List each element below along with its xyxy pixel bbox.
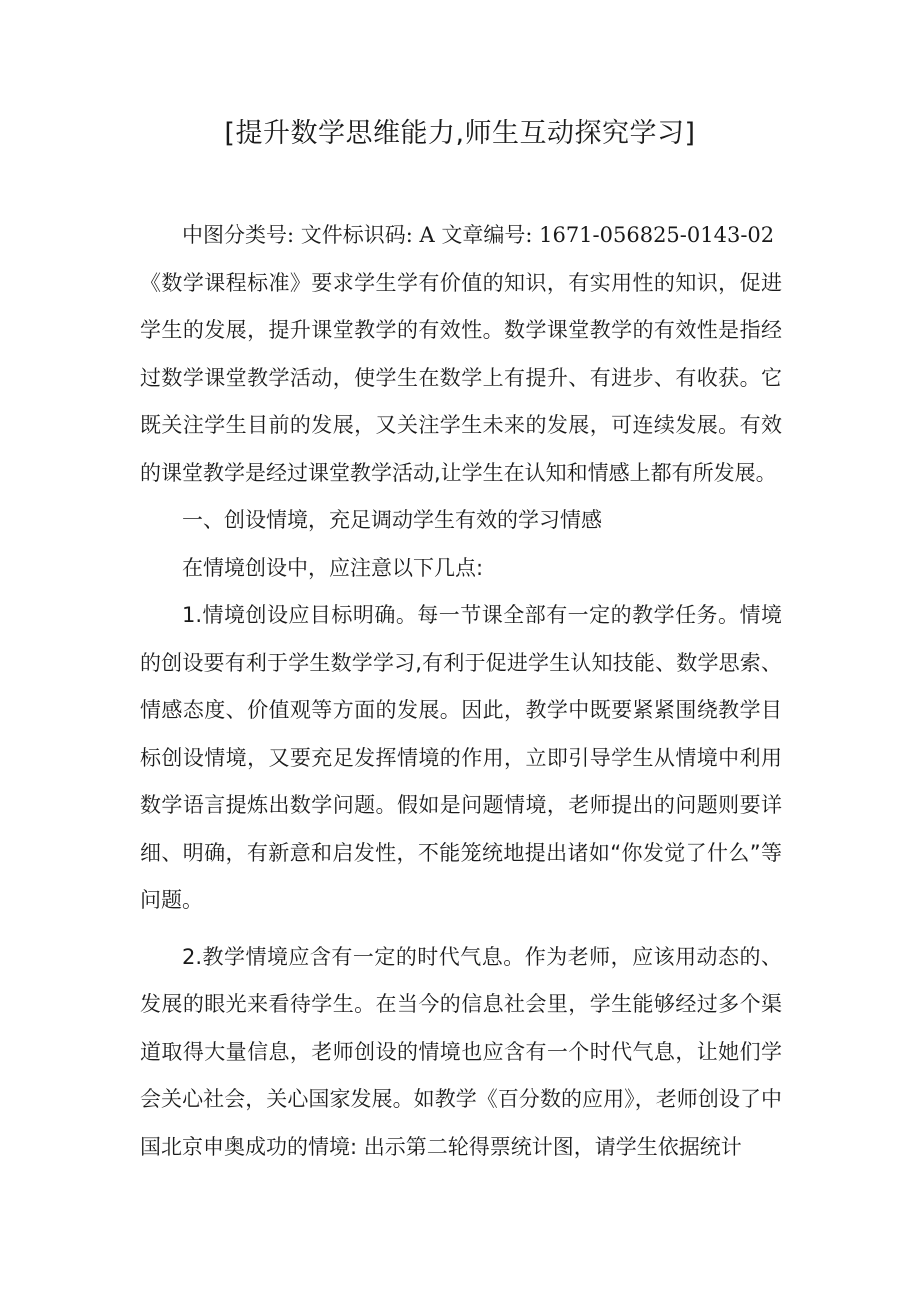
document-body (140, 212, 782, 1171)
classification-meta-line: 中图分类号: 文件标识码: A 文章编号: 1671-056825-0143-02 (182, 223, 775, 247)
paragraph-intro: 《数学课程标准》要求学生学有价值的知识，有实用性的知识，促进学生的发展，提升课堂教学的有效性。数学课堂教学的有效性是指经过数学课堂教学活动，使学生在数学上有提升、有进步、有收获。它既关注学生目前的发展，又关注学生未来的发展，可连续发展。有效的课堂教学是经过课堂教学活动,让学生在认知和情感上都有所发展。 (140, 270, 782, 485)
paragraph-points-intro: 在情境创设中，应注意以下几点: (182, 555, 484, 580)
paragraph-point-1: 1.情境创设应目标明确。每一节课全部有一定的教学任务。情境的创设要有利于学生数学学习,有利于促进学生认知技能、数学思索、情感态度、价值观等方面的发展。因此，教学中既要紧紧围绕教学目标创设情境，又要充足发挥情境的作用，立即引导学生从情境中利用数学语言提炼出数学问题。假如是问题情境，老师提出的问题则要详细、明确，有新意和启发性，不能笼统地提出诸如“你发觉了什么”等问题。 (140, 603, 782, 912)
paragraph-point-2: 2.教学情境应含有一定的时代气息。作为老师，应该用动态的、发展的眼光来看待学生。在当今的信息社会里，学生能够经过多个渠道取得大量信息，老师创设的情境也应含有一个时代气息，让她们学会关心社会，关心国家发展。如教学《百分数的应用》，老师创设了中国北京申奥成功的情境: 出示第二轮得票统计图，请学生依据统计 (140, 944, 782, 1159)
section-heading-1: 一、创设情境，充足调动学生有效的学习情感 (182, 508, 602, 532)
document-title: [提升数学思维能力,师生互动探究学习] (224, 118, 696, 149)
